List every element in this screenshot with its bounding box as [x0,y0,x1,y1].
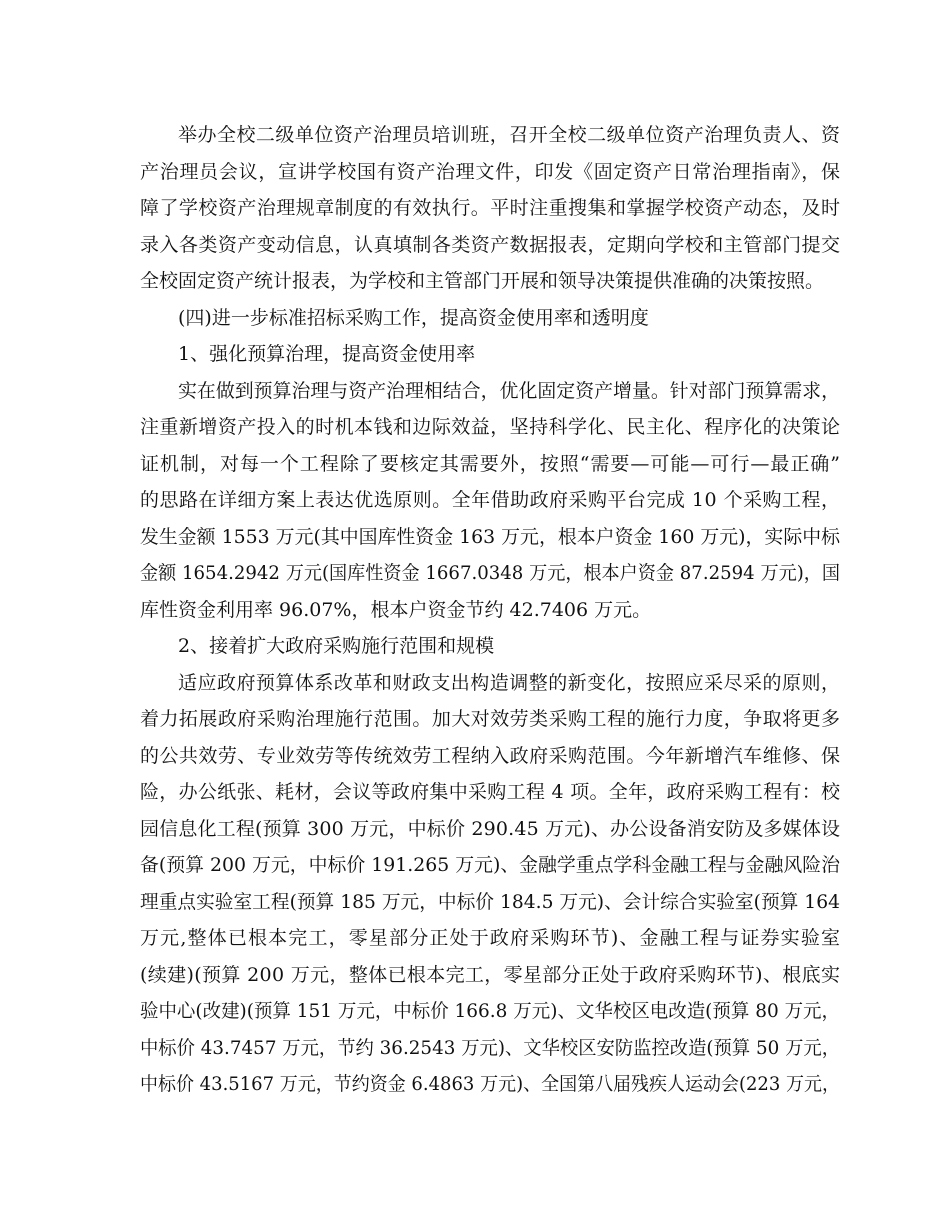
text-line: 万元,整体已根本完工，零星部分正处于政府采购环节)、金融工程与证券实验室 [140,927,842,949]
text-line: 1、强化预算治理，提高资金使用率 [178,343,476,365]
text-line: (四)进一步标准招标采购工作，提高资金使用率和透明度 [178,306,649,329]
text-line: 发生金额 1553 万元(其中国库性资金 163 万元，根本户资金 160 万元)，实际中标 [140,525,841,548]
text-line: 的思路在详细方案上表达优选原则。全年借助政府采购平台完成 10 个采购工程， [140,489,841,511]
text-line: 全校固定资产统计报表，为学校和主管部门开展和领导决策提供准确的决策按照。 [140,270,825,292]
text-line: 适应政府预算体系改革和财政支出构造调整的新变化，按照应采尽采的原则， [178,671,841,694]
text-line: 园信息化工程(预算 300 万元，中标价 290.45 万元)、办公设备消安防及多媒体设 [140,817,841,840]
text-line: 着力拓展政府采购治理施行范围。加大对效劳类采购工程的施行力度，争取将更多 [140,708,841,730]
text-line: 的公共效劳、专业效劳等传统效劳工程纳入政府采购范围。今年新增汽车维修、保 [140,744,841,767]
text-line: 库性资金利用率 96.07%，根本户资金节约 42.7406 万元。 [140,598,652,621]
text-line: (续建)(预算 200 万元，整体已根本完工，零星部分正处于政府采购环节)、根底实 [140,963,841,986]
text-line: 备(预算 200 万元，中标价 191.265 万元)、金融学重点学科金融工程与金融风险治 [140,854,840,876]
text-line: 金额 1654.2942 万元(国库性资金 1667.0348 万元，根本户资金 87.2594 万元)，国 [140,562,841,584]
text-line: 障了学校资产治理规章制度的有效执行。平时注重搜集和掌握学校资产动态，及时 [140,197,841,219]
text-line: 实在做到预算治理与资产治理相结合，优化固定资产增量。针对部门预算需求， [178,379,841,402]
text-line: 注重新增资产投入的时机本钱和边际效益，坚持科学化、民主化、程序化的决策论 [140,416,841,438]
text-line: 2、接着扩大政府采购施行范围和规模 [178,635,495,657]
text-line: 理重点实验室工程(预算 185 万元，中标价 184.5 万元)、会计综合实验室(预算 164 [140,890,840,913]
text-line: 中标价 43.7457 万元，节约 36.2543 万元)、文华校区安防监控改造(预算 50 万元， [140,1036,841,1059]
text-line: 产治理员会议，宣讲学校国有资产治理文件，印发《固定资产日常治理指南》，保 [140,160,841,183]
text-line: 证机制，对每一个工程除了要核定其需要外，按照“需要—可能—可行—最正确” [140,452,841,475]
text-line: 验中心(改建)(预算 151 万元，中标价 166.8 万元)、文华校区电改造(预算 80 万元， [140,1000,840,1022]
document-body [140,117,840,1103]
text-line: 录入各类资产变动信息，认真填制各类资产数据报表，定期向学校和主管部门提交 [140,233,841,256]
text-line: 中标价 43.5167 万元，节约资金 6.4863 万元)、全国第八届残疾人运动会(223 万元， [140,1073,841,1095]
text-line: 举办全校二级单位资产治理员培训班，召开全校二级单位资产治理负责人、资 [178,124,841,146]
text-line: 险，办公纸张、耗材，会议等政府集中采购工程 4 项。全年，政府采购工程有：校 [140,781,841,803]
